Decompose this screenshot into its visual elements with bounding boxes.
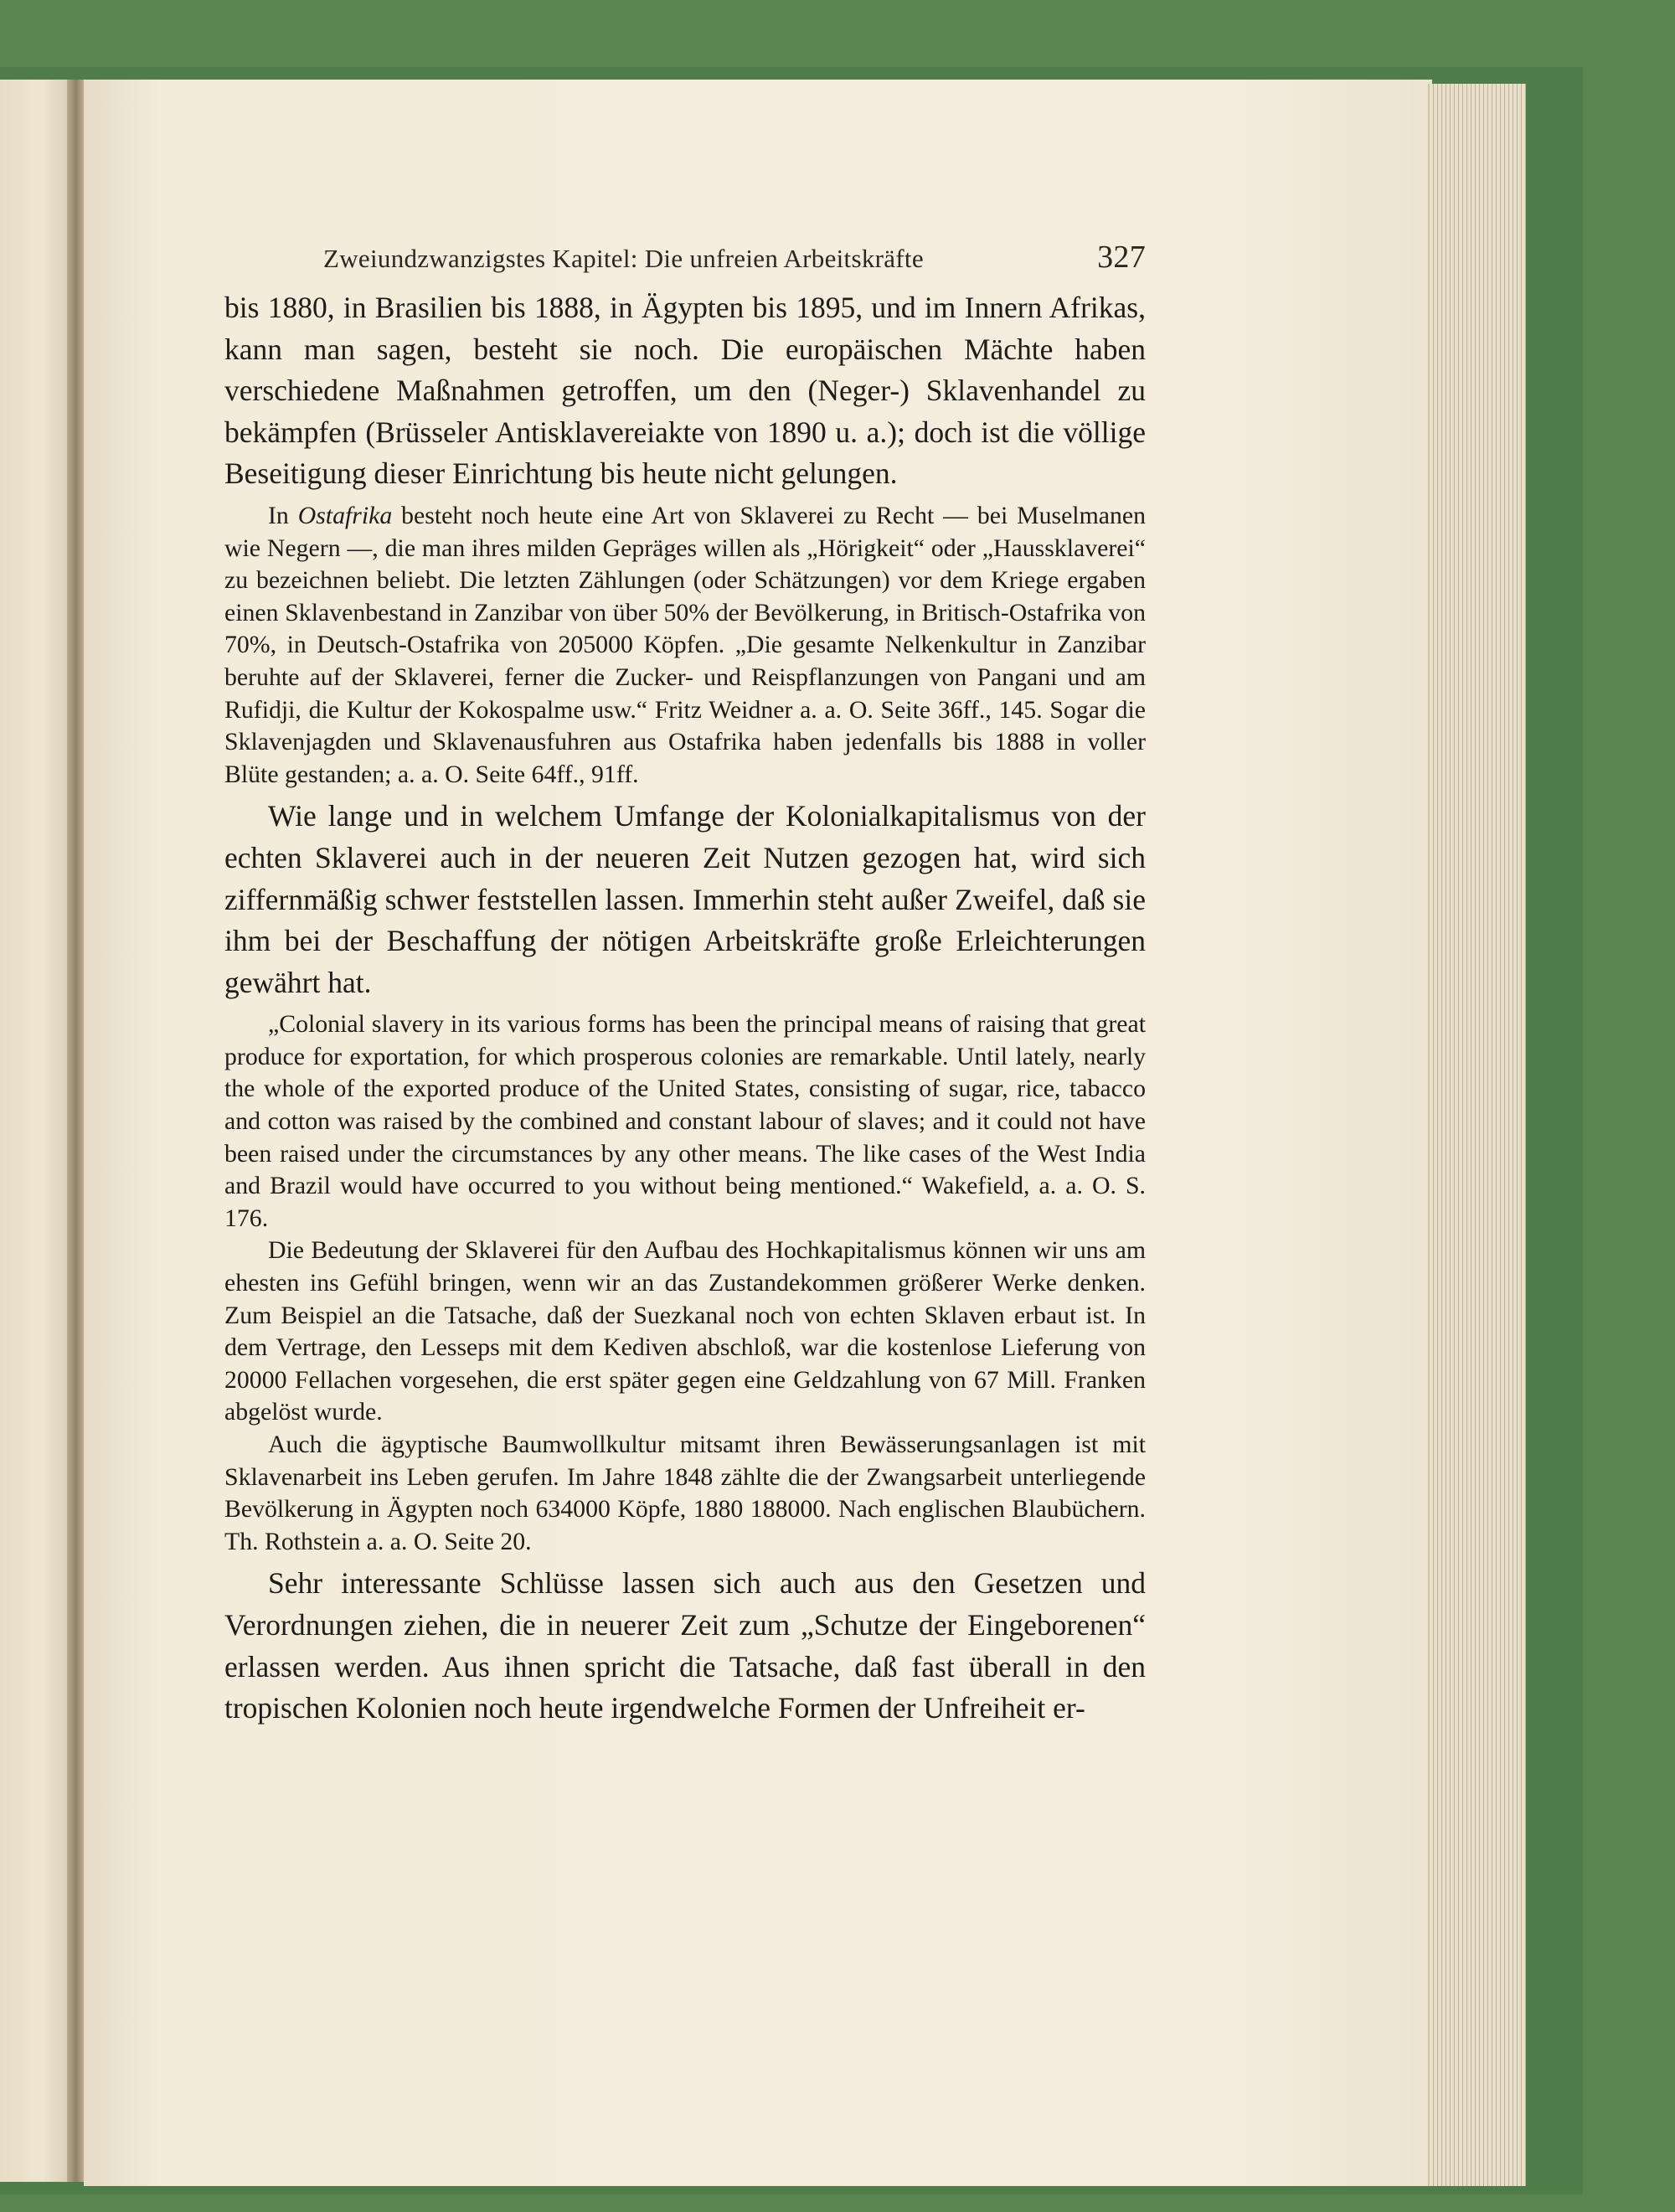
paragraph-7: Sehr interessante Schlüsse lassen sich auch aus den Gesetzen und Verordnungen ziehen, die in neuerer Zeit zum „Schutze der Eingeborenen“ erlassen werden. Aus ihnen spricht die Tatsache, daß fast überall in den tropischen Kolonien noch heute irgendwelche Formen der Unfreiheit er- xyxy=(224,1566,1146,1725)
text-block xyxy=(224,239,1146,1730)
page-number: 327 xyxy=(1097,240,1146,275)
paragraph-2: In Ostafrika besteht noch heute eine Art von Sklaverei zu Recht — bei Muselmanen wie Negern —, die man ihres milden Gepräges willen als „Hörigkeit“ oder „Haussklaverei“ zu bezeichnen beliebt. Die letzten Zählungen (oder Schätzungen) vor dem Kriege ergaben einen Sklavenbestand in Zanzibar von über 50% der Bevölkerung, in Britisch-Ostafrika von 70%, in Deutsch-Ostafrika von 205000 Köpfen. „Die gesamte Nelkenkultur in Zanzibar beruhte auf der Sklaverei, ferner die Zucker- und Reispflanzungen von Pangani und am Rufidji, die Kultur der Kokospalme usw.“ Fritz Weidner a. a. O. Seite 36ff., 145. Sogar die Sklavenjagden und Sklavenausfuhren aus Ostafrika haben jedenfalls bis 1888 in voller Blüte gestanden; a. a. O. Seite 64ff., 91ff. xyxy=(224,501,1146,788)
left-page-edge xyxy=(0,80,71,2182)
paragraph-3: Wie lange und in welchem Umfange der Kolonialkapitalismus von der echten Sklaverei auch in der neueren Zeit Nutzen gezogen hat, wird sich ziffernmäßig schwer feststellen lassen. Immerhin steht außer Zweifel, daß sie ihm bei der Beschaffung der nötigen Arbeitskräfte große Erleichterungen gewährt hat. xyxy=(224,799,1146,999)
paragraph-1: bis 1880, in Brasilien bis 1888, in Ägypten bis 1895, und im Innern Afrikas, kann man sagen, besteht sie noch. Die europäischen Mächte haben verschiedene Maßnahmen getroffen, um den (Neger-) Sklavenhandel zu bekämpfen (Brüsseler Antisklavereiakte von 1890 u. a.); doch ist die völlige Beseitigung dieser Einrichtung bis heute nicht gelungen. xyxy=(224,291,1146,491)
page-edges xyxy=(1428,84,1526,2186)
paragraph-6: Auch die ägyptische Baumwollkultur mitsamt ihren Bewässerungsanlagen ist mit Sklavenarbeit ins Leben gerufen. Im Jahre 1848 zählte die der Zwangsarbeit unterliegende Bevölkerung in Ägypten noch 634000 Köpfe, 1880 188000. Nach englischen Blaubüchern. Th. Rothstein a. a. O. Seite 20. xyxy=(224,1431,1146,1555)
emphasis-ostafrika: Ostafrika xyxy=(297,501,393,529)
paragraph-4-quote: „Colonial slavery in its various forms has been the principal means of raising that great produce for exportation, for which prosperous colonies are remarkable. Until lately, nearly the whole of the exported produce of the United States, consisting of sugar, rice, tabacco and cotton was raised by the combined and constant labour of slaves; and it could not have been raised under the circumstances by any other means. The like cases of the West India and Brazil would have occurred to you without being mentioned.“ Wakefield, a. a. O. S. 176. xyxy=(224,1010,1146,1232)
running-head xyxy=(323,239,1146,276)
book-gutter xyxy=(67,80,85,2182)
running-title: Zweiundzwanzigstes Kapitel: Die unfreien Arbeitskräfte xyxy=(323,244,924,273)
paragraph-5: Die Bedeutung der Sklaverei für den Aufbau des Hochkapitalismus können wir uns am ehesten ins Gefühl bringen, wenn wir an das Zustandekommen größerer Werke denken. Zum Beispiel an die Tatsache, daß der Suezkanal noch von echten Sklaven erbaut ist. In dem Vertrage, den Lesseps mit dem Kediven abschloß, war die kostenlose Lieferung von 20000 Fellachen vorgesehen, die erst später gegen eine Geldzahlung von 67 Mill. Franken abgelöst wurde. xyxy=(224,1236,1146,1426)
